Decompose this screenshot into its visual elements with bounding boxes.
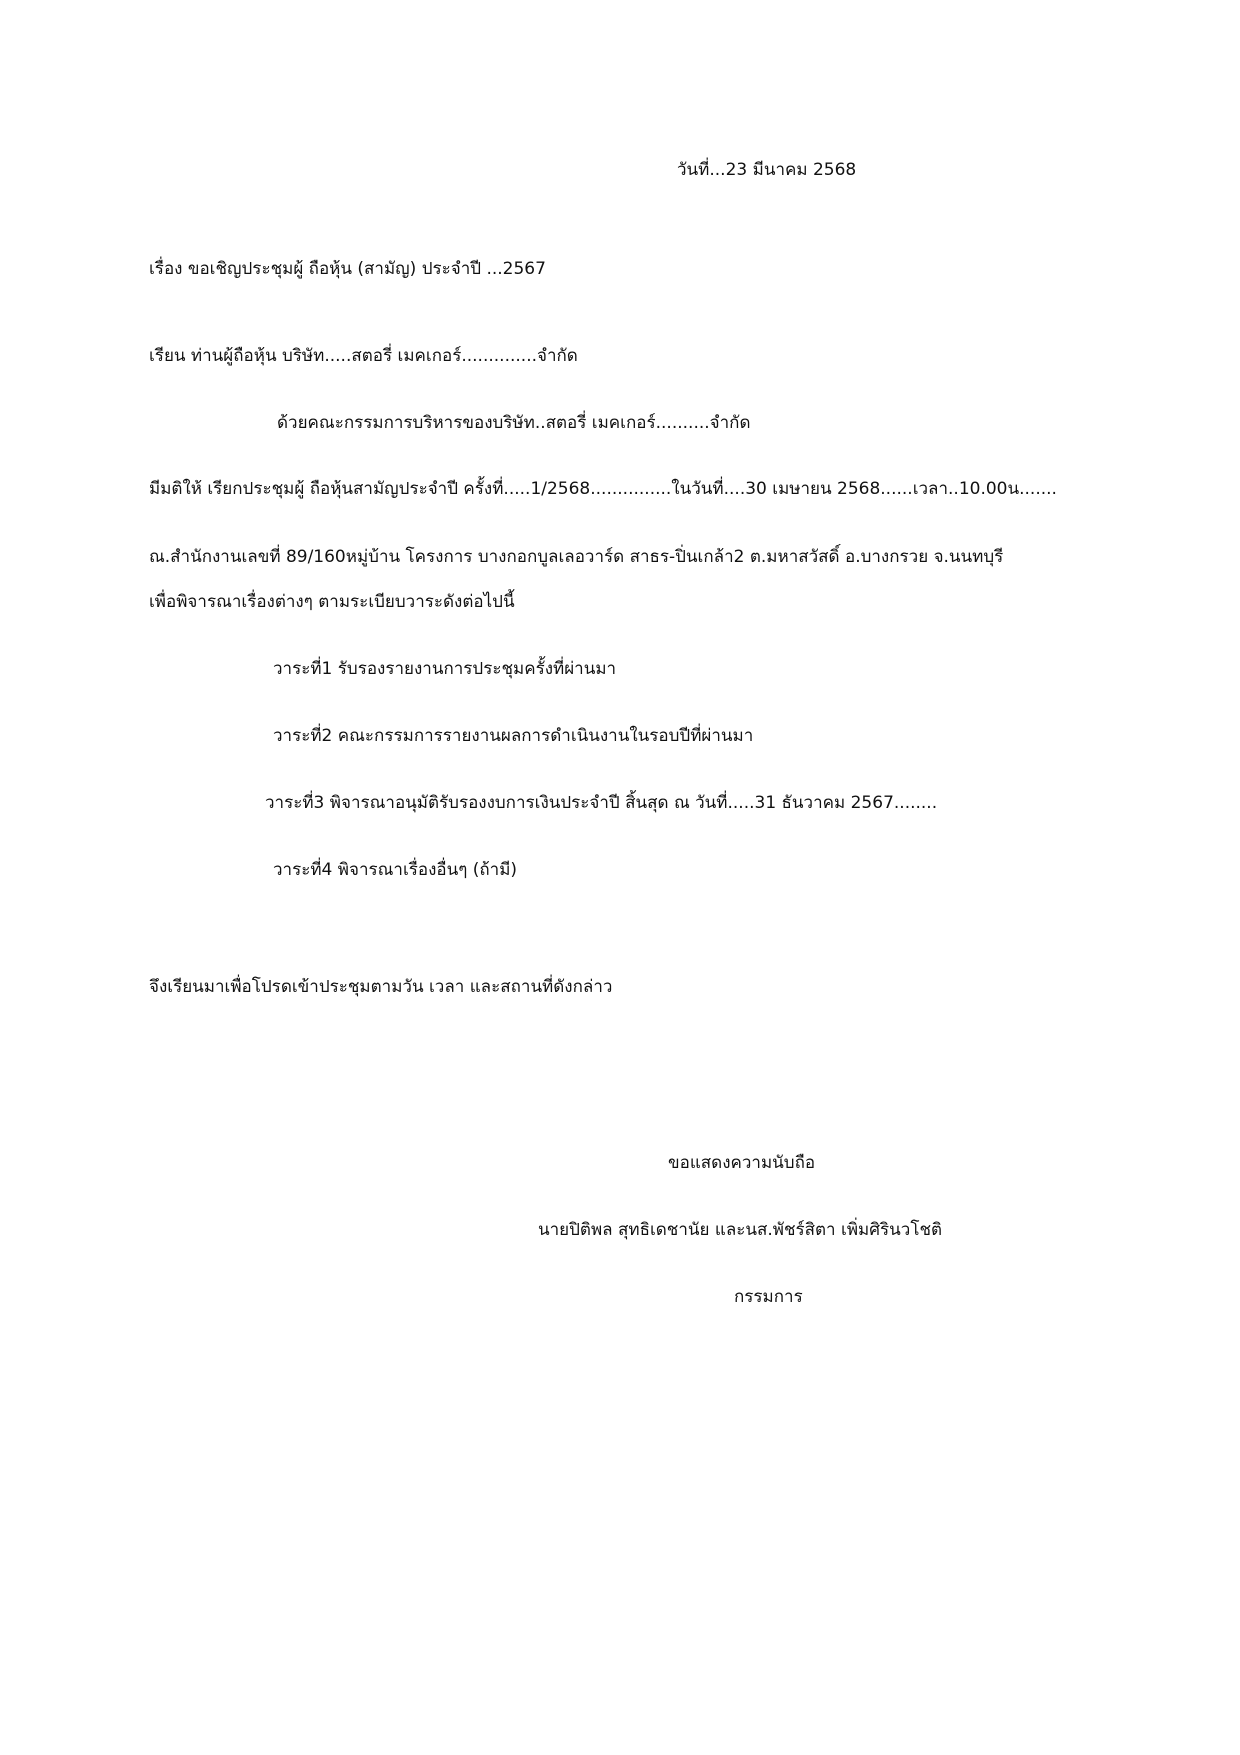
letter-recipient: เรียน ท่านผู้ถือหุ้น บริษัท.....สตอรี่ เมคเกอร์..............จำกัด — [149, 346, 578, 366]
agenda-item: วาระที่2 คณะกรรมการรายงานผลการดำเนินงานในรอบปีที่ผ่านมา — [273, 726, 754, 746]
signer-position: กรรมการ — [734, 1287, 803, 1307]
agenda-item: วาระที่4 พิจารณาเรื่องอื่นๆ (ถ้ามี) — [273, 860, 518, 880]
meeting-venue: ณ.สำนักงานเลขที่ 89/160หมู่บ้าน โครงการ บางกอกบูลเลอวาร์ด สาธร-ปิ่นเกล้า2 ต.มหาสวัสดิ์ อ.บางกรวย จ.นนทบุรี — [149, 547, 1004, 567]
letter-intro: ด้วยคณะกรรมการบริหารของบริษัท..สตอรี่ เมคเกอร์..........จำกัด — [277, 413, 751, 433]
regards-text: ขอแสดงความนับถือ — [668, 1153, 816, 1173]
agenda-item: วาระที่1 รับรองรายงานการประชุมครั้งที่ผ่านมา — [273, 659, 617, 679]
signer-names: นายปิติพล สุทธิเดชานัย และนส.พัชร์สิตา เพิ่มศิรินวโชติ — [538, 1220, 943, 1240]
agenda-item: วาระที่3 พิจารณาอนุมัติรับรองงบการเงินประจำปี สิ้นสุด ณ วันที่.....31 ธันวาคม 2567........ — [265, 793, 938, 813]
agenda-intro: เพื่อพิจารณาเรื่องต่างๆ ตามระเบียบวาระดังต่อไปนี้ — [149, 592, 515, 612]
meeting-resolution: มีมติให้ เรียกประชุมผู้ ถือหุ้นสามัญประจำปี ครั้งที่.....1/2568...............ในวันที่....30 เมษายน 2568......เวลา..10.00น....... — [149, 479, 1057, 499]
letter-date: วันที่...23 มีนาคม 2568 — [677, 160, 857, 180]
closing-statement: จึงเรียนมาเพื่อโปรดเข้าประชุมตามวัน เวลา และสถานที่ดังกล่าว — [149, 977, 613, 997]
letter-subject: เรื่อง ขอเชิญประชุมผู้ ถือหุ้น (สามัญ) ประจำปี ...2567 — [149, 259, 546, 279]
